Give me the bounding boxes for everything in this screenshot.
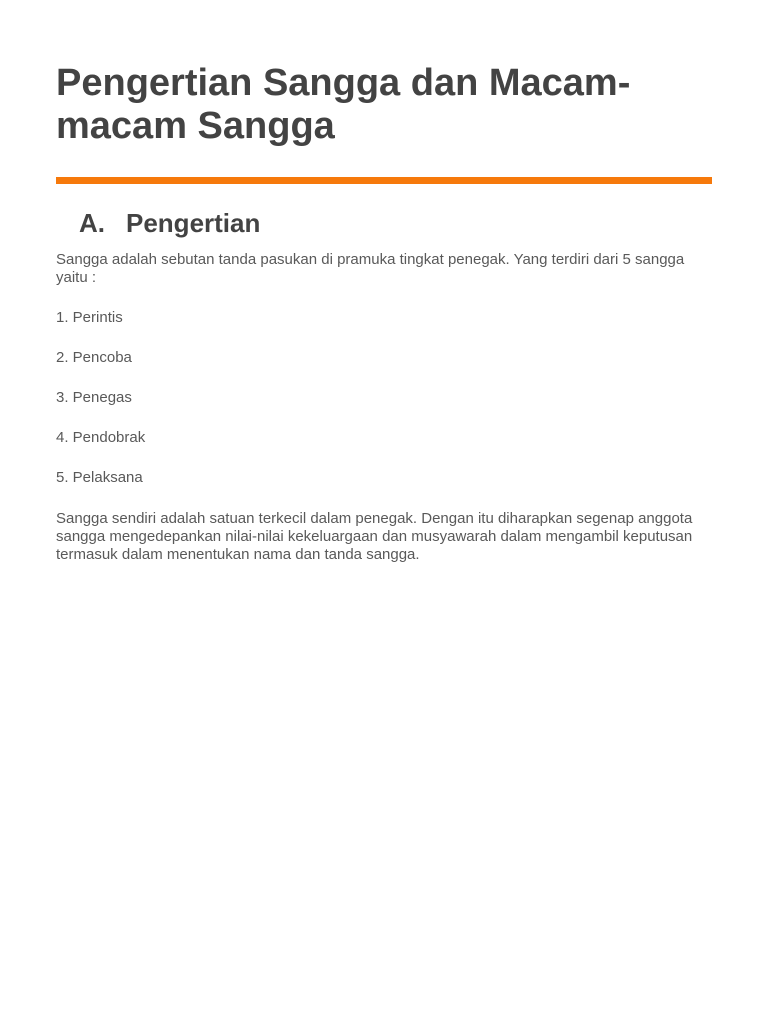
section-heading xyxy=(56,208,712,238)
closing-paragraph: Sangga sendiri adalah satuan terkecil dalam penegak. Dengan itu diharapkan segenap anggota sangga mengedepankan nilai-nilai kekeluargaan dan musyawarah dalam mengambil keputusan termasuk dalam menentukan nama dan tanda sangga. xyxy=(56,510,693,563)
document-page xyxy=(56,62,712,564)
sangga-list xyxy=(56,309,712,487)
list-item: 5. Pelaksana xyxy=(56,469,143,486)
list-item: 4. Pendobrak xyxy=(56,429,146,446)
section-letter: A. xyxy=(79,208,105,238)
title-divider xyxy=(56,177,712,184)
intro-paragraph: Sangga adalah sebutan tanda pasukan di pramuka tingkat penegak. Yang terdiri dari 5 sangga yaitu : xyxy=(56,251,685,286)
list-item: 3. Penegas xyxy=(56,389,132,406)
list-item: 2. Pencoba xyxy=(56,349,132,366)
document-title: Pengertian Sangga dan Macam-macam Sangga xyxy=(56,62,631,147)
section-heading-text: Pengertian xyxy=(126,208,261,238)
list-item: 1. Perintis xyxy=(56,309,123,326)
